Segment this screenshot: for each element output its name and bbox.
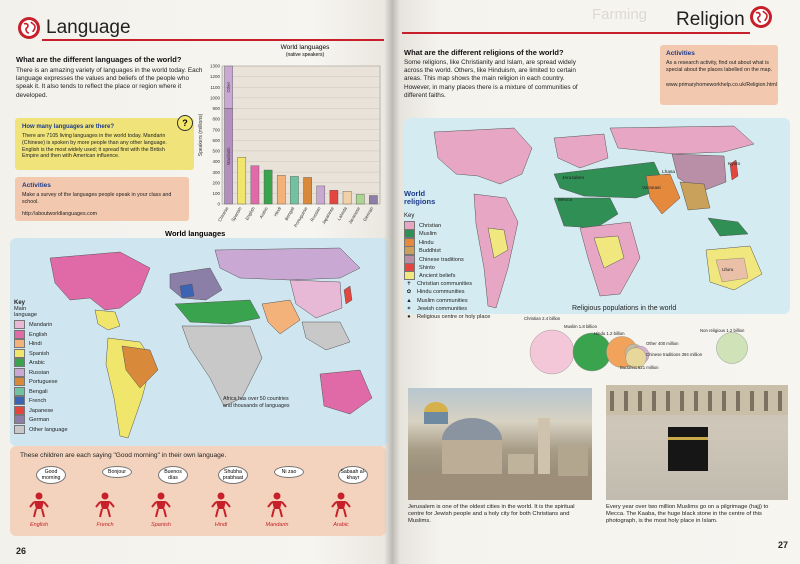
globe-icon [18, 17, 40, 39]
key-label: English [29, 331, 48, 338]
speech-bubble: Sabaah al-khayr [338, 466, 368, 484]
population-label: Other 400 million [646, 341, 679, 346]
symbol-glyph-icon: ● [407, 314, 411, 321]
y-tick-label: 200 [212, 180, 220, 186]
child-figure-icon [330, 492, 352, 523]
map-place-label: Mecca [558, 198, 573, 203]
religion-key-item [404, 238, 514, 246]
y-axis-label: Speakers (millions) [198, 113, 204, 157]
y-tick-label: 1000 [209, 95, 220, 101]
population-label: Christian 2.4 billion [524, 316, 561, 321]
key-swatch [14, 396, 25, 405]
y-tick-label: 1100 [210, 84, 220, 90]
book-spine [384, 0, 400, 564]
child-language-label: Spanish [151, 522, 171, 528]
x-tick-label: German [362, 206, 375, 223]
callout-text: There are 7105 living languages in the world today. Mandarin (Chinese) is spoken by more people than any other language. English is the most widely used; it spread first with the British Empire and then with American influence. [22, 133, 167, 160]
religion-key-item [404, 271, 514, 279]
population-label: Muslim 1.8 billion [564, 324, 597, 329]
left-page [0, 0, 392, 564]
religion-key-item [404, 246, 514, 254]
title-underline-right [402, 32, 750, 34]
key-items [14, 320, 84, 434]
page-number-right: 27 [778, 540, 789, 550]
population-bubble [716, 332, 747, 363]
religion-map-title: World religions [404, 189, 436, 206]
x-tick-label: Spanish [230, 206, 243, 223]
x-tick-label: Chinese [217, 206, 230, 223]
y-tick-label: 800 [212, 116, 220, 122]
population-bubble [530, 330, 574, 374]
y-tick-label: 700 [212, 127, 220, 133]
religion-key-item [404, 263, 514, 271]
bar [290, 176, 298, 204]
symbol-glyph-icon: ▲ [406, 297, 412, 304]
question-icon: ? [177, 115, 193, 131]
bar [277, 175, 285, 204]
africa-note: Africa has over 50 countries and thousands of languages [223, 396, 290, 409]
activities-box [15, 177, 189, 221]
religion-key-items [404, 221, 514, 280]
bar [343, 191, 351, 204]
bar [369, 196, 377, 204]
key-heading: Key [14, 300, 26, 306]
bar [238, 157, 246, 204]
speech-bubble: Shubha prabhaat [218, 466, 248, 484]
speech-bubble: Ni zao [274, 466, 304, 478]
language-key [14, 300, 84, 434]
key-label: Buddhist [419, 248, 441, 255]
y-tick-label: 1200 [209, 74, 220, 80]
language-bar-chart [196, 60, 388, 228]
key-label: Chinese traditions [419, 256, 464, 263]
activities-text: Make a survey of the languages people speak in your class and school. [22, 192, 172, 205]
key-label: Bengali [29, 388, 48, 395]
key-label: Spanish [29, 350, 50, 357]
key-label: Shinto [419, 264, 435, 271]
key-swatch [14, 349, 25, 358]
key-label: Christian communities [417, 280, 473, 287]
child-language-label: Mandarin [265, 522, 289, 528]
map-place-label: Uluru [722, 268, 734, 273]
key-label: Hindu [419, 239, 434, 246]
key-label: Religious centre or holy place [417, 314, 491, 321]
key-swatch [14, 339, 25, 348]
x-tick-label: Hindi [272, 206, 283, 218]
key-item [14, 358, 84, 368]
key-label: Portuguese [29, 378, 58, 385]
population-bubble [573, 333, 611, 371]
religion-key-heading: Key [404, 213, 415, 219]
child-figure-icon [150, 492, 172, 523]
religion-symbol-item [404, 288, 514, 296]
bar [264, 170, 272, 204]
callout-box [15, 118, 194, 170]
child-figure-icon [94, 492, 116, 523]
y-tick-label: 500 [212, 148, 220, 154]
child-language-label: French [96, 522, 114, 528]
key-label: Arabic [29, 359, 45, 366]
symbol-glyph-icon: ✿ [406, 289, 412, 296]
callout-heading: How many languages are there? [22, 124, 115, 130]
bar [251, 166, 259, 204]
religion-symbol-items [404, 280, 514, 322]
map-place-label: Lhasa [662, 170, 676, 175]
key-label: Ancient beliefs [419, 273, 456, 280]
activities-heading-right: Activities [666, 50, 695, 57]
activities-link[interactable]: http://aboutworldlanguages.com [22, 211, 98, 217]
map-place-label: Jerusalem [562, 176, 585, 181]
page-title: Language [46, 17, 131, 38]
page-number-left: 26 [16, 546, 27, 556]
child-figure-icon [28, 492, 50, 523]
jerusalem-photo [408, 388, 592, 500]
key-label: Muslim communities [417, 297, 468, 304]
child-language-label: Hindi [214, 522, 228, 528]
key-label: German [29, 416, 50, 423]
x-tick-label: Bengali [283, 206, 296, 222]
caption-right: Every year over two million Muslims go on a pilgrimage (hajj) to Mecca. The Kaaba, the huge black stone in the centre of this photograph, is the most holy place in Islam. [606, 504, 769, 525]
map-place-label: Kyoto [728, 162, 741, 167]
symbol-glyph-icon: ✶ [406, 305, 412, 312]
child-language-label: English [29, 522, 49, 528]
key-item [14, 368, 84, 378]
key-swatch [14, 425, 25, 434]
religion-key-item [404, 255, 514, 263]
child-figure-icon [210, 492, 232, 523]
key-item [14, 377, 84, 387]
bar [317, 186, 325, 204]
map-place-label: Varanasi [642, 186, 661, 191]
religion-key-item [404, 229, 514, 237]
key-swatch [14, 330, 25, 339]
population-label: Hindu 1.2 billion [594, 331, 625, 336]
x-tick-label: Lahnda [336, 206, 348, 222]
key-swatch [14, 406, 25, 415]
key-swatch [14, 358, 25, 367]
caption-left: Jerusalem is one of the oldest cities in the world. It is the spiritual centre for Jewish people and a holy city for both Christians and Muslims. [408, 504, 575, 525]
ghost-heading: Farming [592, 6, 648, 23]
population-label: Chinese traditions 394 million [646, 352, 703, 357]
title-underline [42, 39, 384, 41]
key-swatch [14, 320, 25, 329]
key-label: Other language [29, 426, 68, 433]
x-tick-label: English [244, 206, 256, 221]
religion-key-item [404, 221, 514, 229]
speech-bubble: Good morning [36, 466, 66, 484]
y-tick-label: 0 [217, 201, 220, 207]
key-subheading: Main language [14, 306, 38, 318]
key-item [14, 396, 84, 406]
activities-heading: Activities [22, 182, 51, 189]
key-swatch [14, 387, 25, 396]
key-swatch [14, 368, 25, 377]
populations-title: Religious populations in the world [572, 305, 677, 312]
bar [330, 190, 338, 204]
symbol-glyph-icon: ✝ [406, 280, 412, 287]
intro-text: There is an amazing variety of languages in the world today. Each language expresses the values and beliefs of the people who speak it. It also tends to reflect the place or region where it developed. [16, 67, 203, 99]
mecca-photo [606, 385, 788, 500]
page-title-right: Religion [676, 9, 745, 30]
section-question-right: What are the different religions of the world? [404, 48, 564, 57]
key-swatch [14, 377, 25, 386]
key-item [14, 320, 84, 330]
key-label: Hindi [29, 340, 42, 347]
speech-bubble: Bonjour [102, 466, 132, 478]
language-map-title: World languages [165, 229, 226, 238]
child-language-label: Arabic [333, 522, 349, 528]
key-swatch [14, 415, 25, 424]
key-item [14, 387, 84, 397]
chart-title: World languages [280, 44, 330, 51]
bar [304, 177, 312, 204]
x-tick-label: Arabic [258, 206, 269, 220]
y-tick-label: 600 [212, 137, 220, 143]
key-item [14, 330, 84, 340]
religion-symbol-item [404, 313, 514, 321]
section-question: What are the different languages of the world? [16, 55, 182, 64]
y-tick-label: 900 [212, 106, 220, 112]
religion-key [404, 213, 514, 322]
greeting-band [10, 446, 386, 536]
religion-symbol-item [404, 305, 514, 313]
x-tick-label: Russian [309, 206, 322, 223]
chart-subtitle: (native speakers) [285, 52, 325, 58]
key-item [14, 406, 84, 416]
population-label: Non religious 1.2 billion [700, 328, 745, 333]
key-item [14, 425, 84, 435]
globe-icon-right [750, 6, 772, 28]
population-label: Buddhist 521 million [620, 365, 659, 370]
key-label: French [29, 397, 47, 404]
y-tick-label: 100 [212, 190, 220, 196]
x-tick-label: Portuguese [292, 206, 309, 228]
key-label: Russian [29, 369, 50, 376]
intro-text-right: Some religions, like Christianity and Islam, are spread widely across the world. Others, like Hinduism, are limited to certain areas. This map shows the main religion in each country. However, in many places there is a mixture of communities of different faiths. [404, 59, 578, 99]
activities-box-right [660, 45, 778, 105]
x-tick-label: Javanese [347, 206, 362, 225]
key-label: Hindu communities [417, 289, 465, 296]
key-label: Muslim [419, 231, 437, 238]
activities-text-right: As a research activity, find out about what is special about the places labelled on the map. [666, 60, 773, 73]
speech-bubble: Buenos días [158, 466, 188, 484]
greeting-banner-text: These children are each saying "Good morning" in their own language. [20, 452, 227, 459]
religion-symbol-item [404, 297, 514, 305]
key-item [14, 415, 84, 425]
activities-link-right[interactable]: www.primaryhomeworkhelp.co.uk/Religion.html [666, 82, 777, 88]
y-tick-label: 300 [212, 169, 220, 175]
key-label: Japanese [29, 407, 54, 414]
key-label: Mandarin [29, 321, 53, 328]
key-item [14, 349, 84, 359]
y-tick-label: 400 [212, 159, 220, 165]
populations-bubble-chart [522, 312, 792, 380]
key-item [14, 339, 84, 349]
stack-label: Mandarin [226, 147, 232, 165]
y-tick-label: 1300 [209, 63, 220, 69]
x-tick-label: Japanese [320, 206, 335, 225]
stack-label: Other [226, 81, 232, 93]
bar [356, 194, 364, 204]
right-page [392, 0, 800, 564]
religion-symbol-item [404, 280, 514, 288]
key-label: Jewish communities [417, 305, 468, 312]
key-label: Christian [419, 222, 442, 229]
child-figure-icon [266, 492, 288, 523]
